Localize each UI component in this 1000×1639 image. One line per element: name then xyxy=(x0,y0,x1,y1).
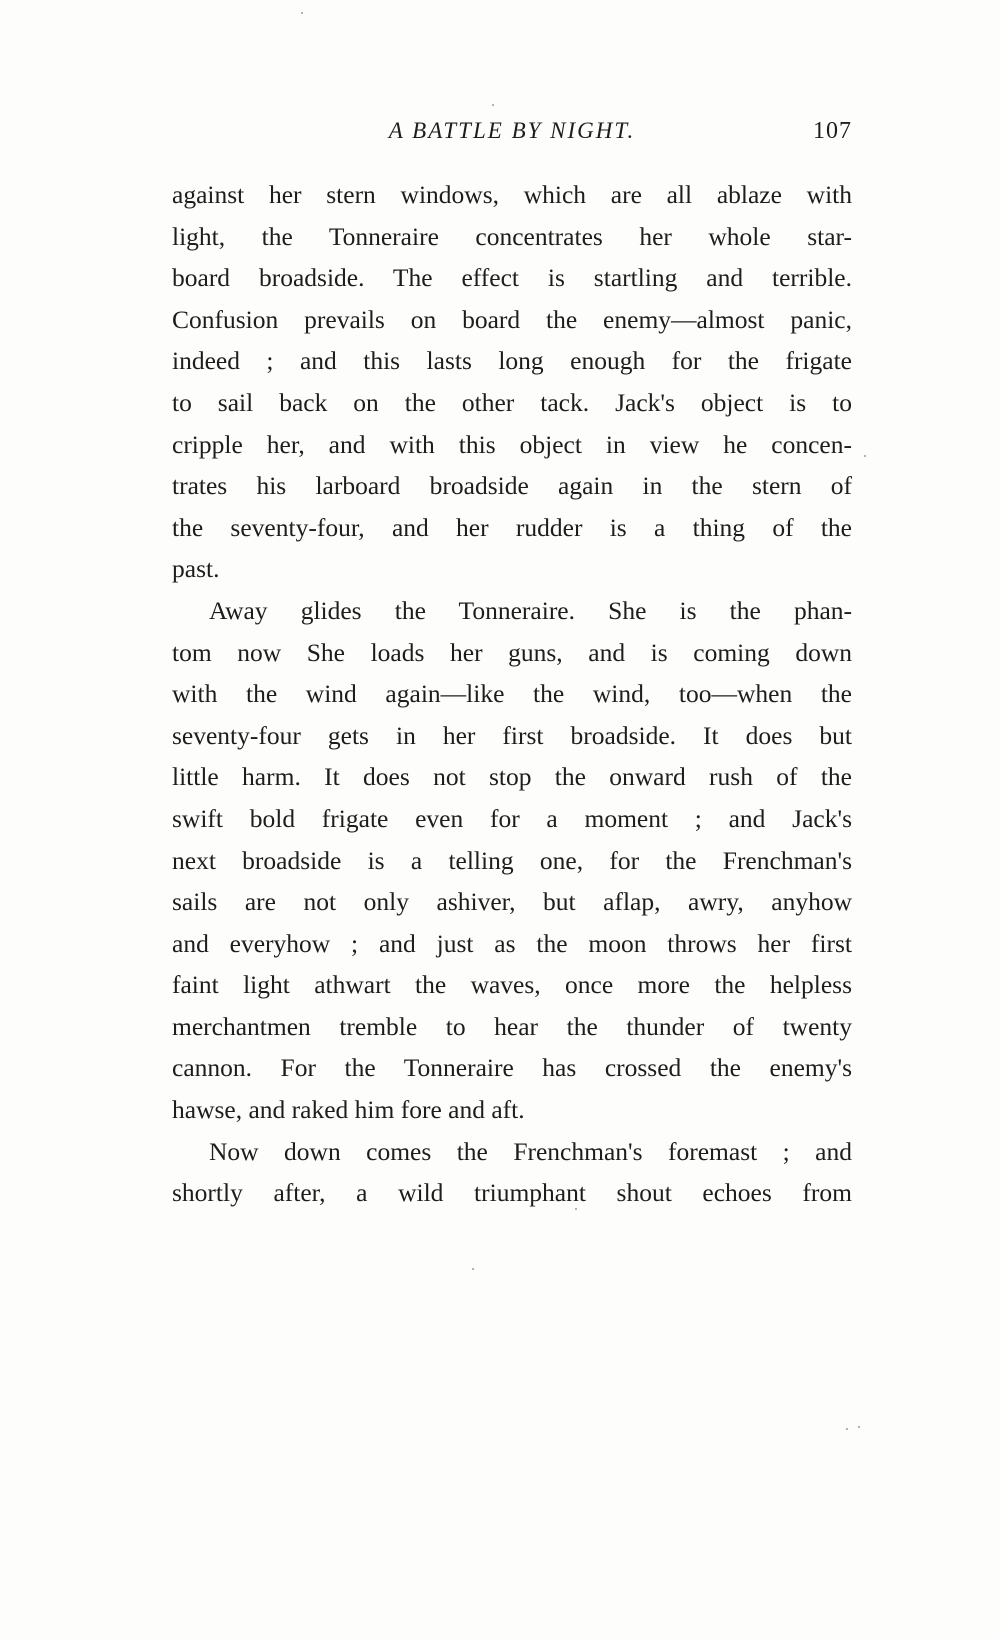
text-line: Confusion prevails on board the enemy—almost panic, xyxy=(172,304,852,334)
text-line: seventy-four gets in her first broadside. It does but xyxy=(172,720,852,750)
text-line: hawse, and raked him fore and aft. xyxy=(172,1095,525,1125)
text-line: indeed ; and this lasts long enough for the frigate xyxy=(172,346,852,376)
text-line: next broadside is a telling one, for the Frenchman's xyxy=(172,845,852,875)
text-line: sails are not only ashiver, but aflap, awry, anyhow xyxy=(172,887,852,917)
text-line: little harm. It does not stop the onward rush of the xyxy=(172,762,852,792)
scan-speck xyxy=(492,104,494,106)
text-line: light, the Tonneraire concentrates her whole star- xyxy=(172,221,852,251)
page-number: 107 xyxy=(813,118,852,144)
text-line: tom now She loads her guns, and is coming down xyxy=(172,637,852,667)
text-line: against her stern windows, which are all ablaze with xyxy=(172,180,852,209)
scan-speck xyxy=(301,12,303,14)
text-line: trates his larboard broadside again in the stern of xyxy=(172,471,852,501)
text-line: board broadside. The effect is startling and terrible. xyxy=(172,263,852,293)
scan-speck xyxy=(858,1426,860,1428)
text-line: Now down comes the Frenchman's foremast ; and xyxy=(209,1136,852,1166)
scan-speck xyxy=(846,1428,848,1430)
body-text xyxy=(172,174,852,1214)
text-line: faint light athwart the waves, once more the helpless xyxy=(172,970,852,1000)
text-line: swift bold frigate even for a moment ; and Jack's xyxy=(172,803,852,833)
text-line: to sail back on the other tack. Jack's object is to xyxy=(172,387,852,417)
text-line: cripple her, and with this object in view he concen- xyxy=(172,429,852,459)
text-line: merchantmen tremble to hear the thunder of twenty xyxy=(172,1011,852,1041)
text-line: past. xyxy=(172,554,220,584)
text-line: cannon. For the Tonneraire has crossed the enemy's xyxy=(172,1053,852,1083)
text-line: and everyhow ; and just as the moon throws her first xyxy=(172,928,852,958)
scan-speck xyxy=(575,1208,577,1210)
scan-speck xyxy=(864,455,866,457)
running-title: A BATTLE BY NIGHT. xyxy=(388,118,636,143)
scan-speck xyxy=(472,1268,474,1270)
text-line: shortly after, a wild triumphant shout echoes from xyxy=(172,1178,852,1208)
running-head xyxy=(172,116,852,146)
text-line: with the wind again—like the wind, too—when the xyxy=(172,679,852,709)
text-line: the seventy-four, and her rudder is a thing of the xyxy=(172,512,852,542)
text-line: Away glides the Tonneraire. She is the phan- xyxy=(209,595,852,625)
